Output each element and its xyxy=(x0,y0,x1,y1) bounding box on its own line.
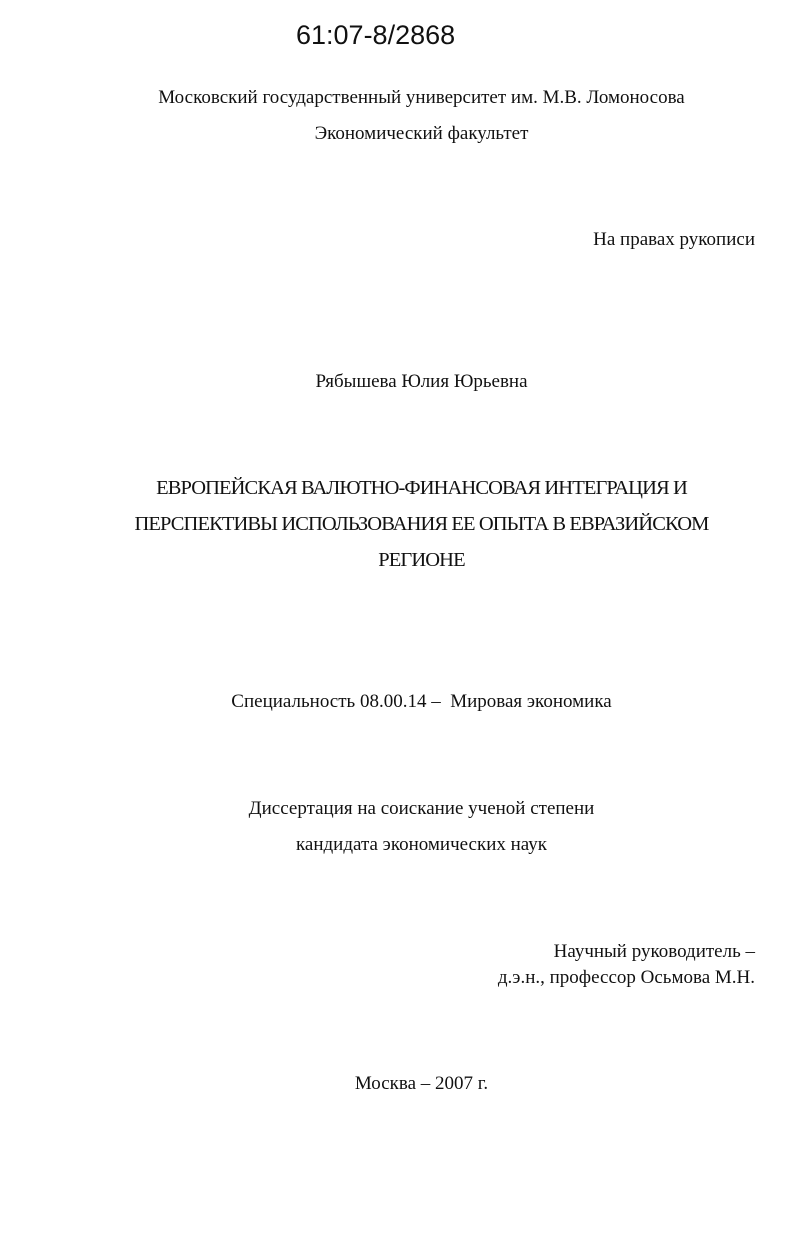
specialty: Специальность 08.00.14 – Мировая экономика xyxy=(231,691,612,712)
dissertation-title-line-2: ПЕРСПЕКТИВЫ ИСПОЛЬЗОВАНИЯ ЕЕ ОПЫТА В ЕВРАЗИЙСКОМ xyxy=(134,513,709,535)
place-and-year: Москва – 2007 г. xyxy=(354,1073,489,1094)
degree-line-2: кандидата экономических наук xyxy=(295,834,548,855)
dissertation-title-line-3: РЕГИОНЕ xyxy=(378,549,465,571)
university-name: Московский государственный университет им. М.В. Ломоносова xyxy=(158,87,685,108)
dissertation-title-line-1: ЕВРОПЕЙСКАЯ ВАЛЮТНО-ФИНАНСОВАЯ ИНТЕГРАЦИЯ И xyxy=(156,477,687,499)
manuscript-note: На правах рукописи xyxy=(593,229,755,250)
archive-stamp: 61:07-8/2868 xyxy=(296,20,456,50)
faculty-name: Экономический факультет xyxy=(314,123,529,144)
degree-line-1: Диссертация на соискание ученой степени xyxy=(248,798,595,819)
supervisor-name: д.э.н., профессор Осьмова М.Н. xyxy=(497,967,755,988)
author-name: Рябышева Юлия Юрьевна xyxy=(315,371,528,392)
supervisor-label: Научный руководитель – xyxy=(553,941,755,962)
